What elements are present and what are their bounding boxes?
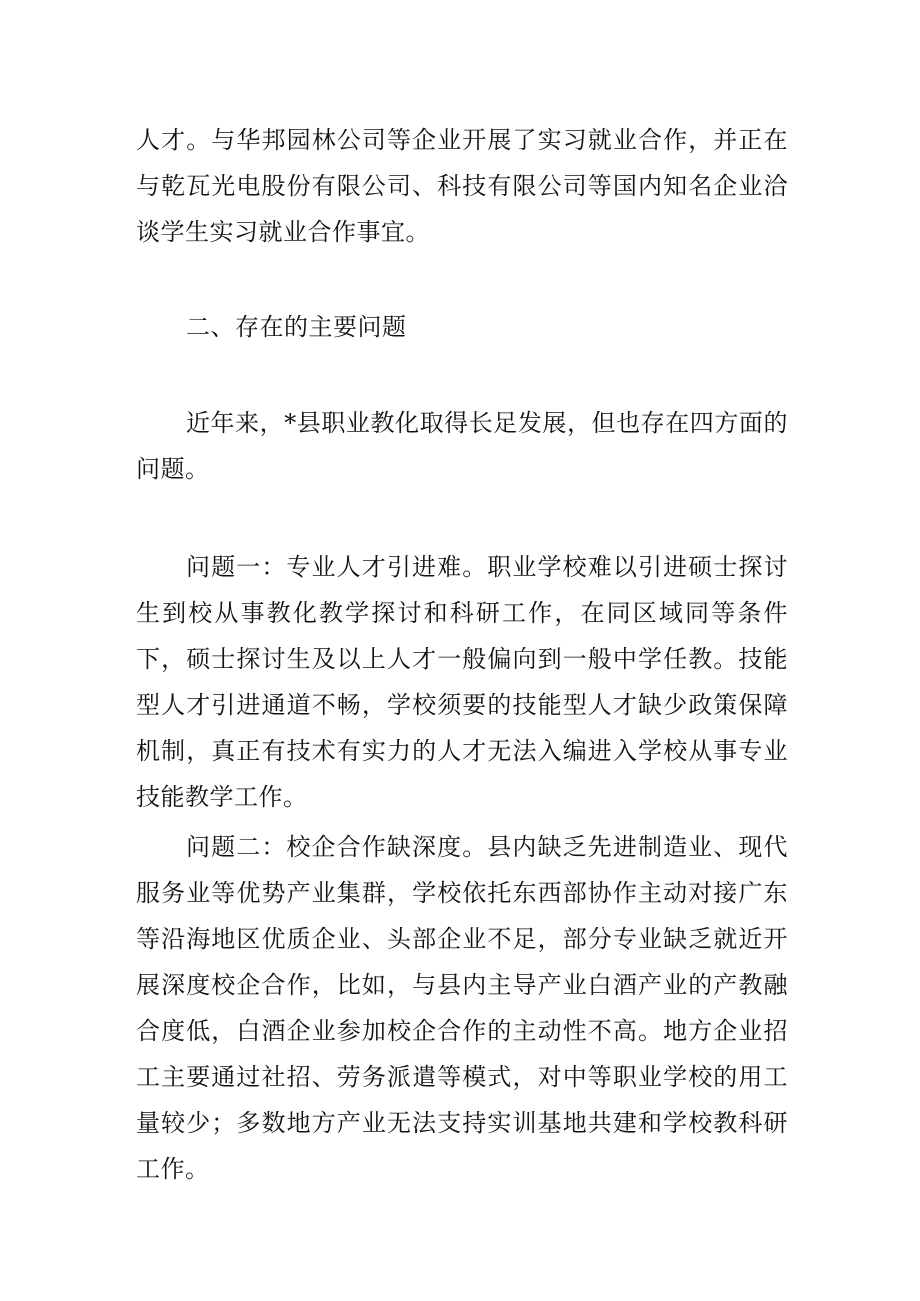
paragraph-problem-two: 问题二：校企合作缺深度。县内缺乏先进制造业、现代服务业等优势产业集群，学校依托东西部协作主动对接广东等沿海地区优质企业、头部企业不足，部分专业缺乏就近开展深度校企合作，比如，与县内主导产业白酒产业的产教融合度低，白酒企业参加校企合作的主动性不高。地方企业招工主要通过社招、劳务派遣等模式，对中等职业学校的用工量较少；多数地方产业无法支持实训基地共建和学校教科研工作。 <box>136 833 788 1183</box>
paragraph-intro: 近年来，*县职业教化取得长足发展，但也存在四方面的问题。 <box>136 409 788 483</box>
paragraph-continuation: 人才。与华邦园林公司等企业开展了实习就业合作，并正在与乾瓦光电股份有限公司、科技有限公司等国内知名企业洽谈学生实习就业合作事宜。 <box>136 126 788 246</box>
paragraph-problem-one: 问题一：专业人才引进难。职业学校难以引进硕士探讨生到校从事教化教学探讨和科研工作，在同区域同等条件下，硕士探讨生及以上人才一般偏向到一般中学任教。技能型人才引进通道不畅，学校须要的技能型人才缺少政策保障机制，真正有技术有实力的人才无法入编进入学校从事专业技能教学工作。 <box>136 553 788 811</box>
section-heading: 二、存在的主要问题 <box>186 313 407 341</box>
